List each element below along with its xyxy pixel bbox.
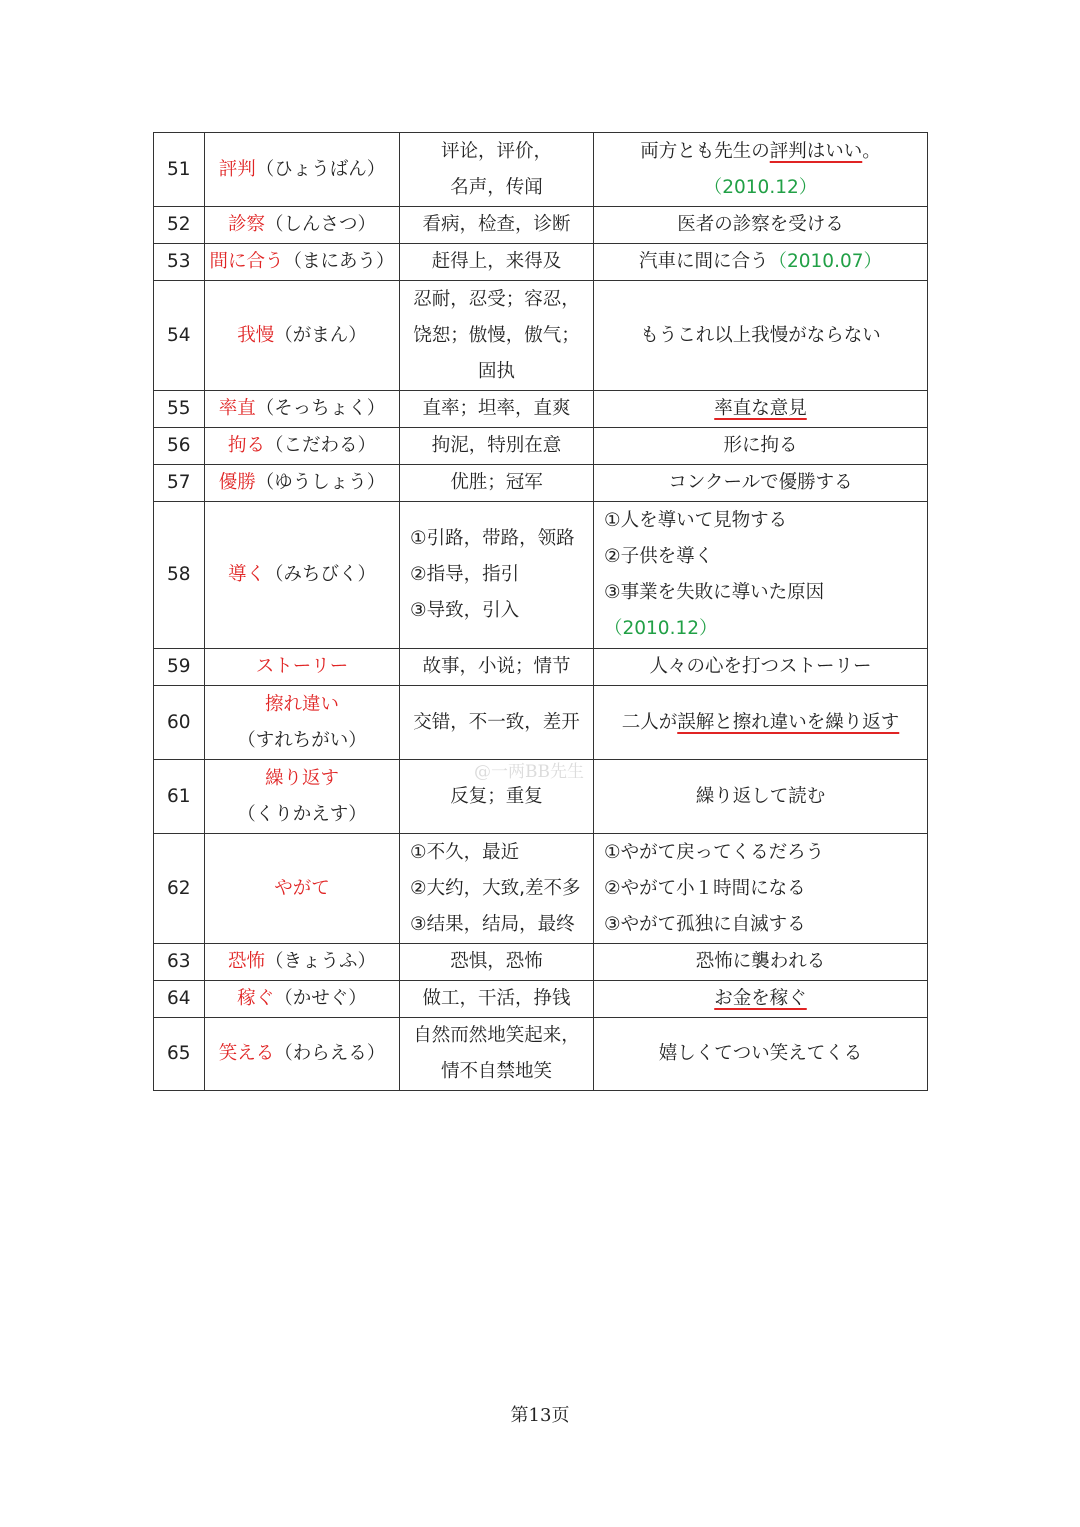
table-row [154, 944, 928, 981]
vocab-reading: （ひょうばん） [255, 158, 386, 180]
meaning-cell: 拘泥，特別在意 [400, 428, 594, 465]
vocab-cell [205, 244, 400, 281]
vocab-cell [205, 281, 400, 391]
table-row [154, 244, 928, 281]
vocab-cell [205, 502, 400, 649]
vocab-reading: （ゆうしょう） [255, 472, 386, 493]
vocab-reading: （まにあう） [283, 251, 395, 272]
exam-year: （2010.07） [768, 251, 883, 272]
example-line: ③やがて孤独に自滅する [604, 913, 806, 935]
vocab-word: 診察 [227, 214, 265, 235]
example-text: 汽車に間に合う [638, 251, 769, 272]
row-number: 59 [154, 649, 205, 686]
vocab-reading: （そっちょく） [255, 398, 386, 419]
vocab-reading: （すれちがい） [237, 729, 367, 751]
vocab-word: 我慢 [237, 324, 275, 346]
example-underlined: 評判はいい [769, 140, 863, 162]
example-line: ②子供を導く [604, 546, 714, 567]
table-row [154, 502, 928, 649]
vocab-word: 率直 [218, 398, 256, 419]
vocab-reading: （きょうふ） [265, 951, 377, 972]
vocab-reading: （しんさつ） [265, 214, 377, 235]
example-cell: 形に拘る [594, 428, 928, 465]
example-cell [594, 133, 928, 207]
example-text: 両方とも先生の [640, 140, 770, 162]
example-cell: 繰り返して読む [594, 760, 928, 834]
example-cell: 人々の心を打つストーリー [594, 649, 928, 686]
table-row [154, 133, 928, 207]
meaning-cell: 优胜；冠军 [400, 465, 594, 502]
vocab-cell [205, 1018, 400, 1091]
meaning-cell [400, 834, 594, 944]
meaning-line: ③结果，结局，最终 [410, 913, 575, 935]
example-cell [594, 244, 928, 281]
vocab-cell [205, 428, 400, 465]
table-row [154, 465, 928, 502]
vocab-word: 稼ぐ [237, 988, 275, 1009]
row-number: 54 [154, 281, 205, 391]
meaning-line: 名声，传闻 [450, 176, 543, 198]
vocab-word: 繰り返す [264, 767, 339, 789]
row-number: 60 [154, 686, 205, 760]
meaning-cell: 看病，检查，诊断 [400, 207, 594, 244]
vocab-cell [205, 760, 400, 834]
example-cell [594, 981, 928, 1018]
meaning-cell: 赶得上，来得及 [400, 244, 594, 281]
vocab-word: やがて [274, 877, 330, 899]
table-row [154, 207, 928, 244]
exam-year: （2010.12） [703, 176, 818, 198]
vocab-reading: （みちびく） [265, 564, 377, 585]
meaning-line: 固执 [477, 360, 515, 382]
table-row [154, 428, 928, 465]
row-number: 52 [154, 207, 205, 244]
meaning-cell: 恐惧，恐怖 [400, 944, 594, 981]
meaning-cell [400, 281, 594, 391]
table-row [154, 834, 928, 944]
vocab-reading: （がまん） [274, 324, 367, 346]
row-number: 57 [154, 465, 205, 502]
meaning-line: ②大约，大致,差不多 [410, 877, 581, 899]
meaning-line: 忍耐，忍受；容忍， [413, 288, 580, 310]
vocab-word: 導く [227, 564, 265, 585]
meaning-line: 饶恕；傲慢，傲气； [413, 324, 580, 346]
row-number: 64 [154, 981, 205, 1018]
vocab-cell [205, 944, 400, 981]
row-number: 58 [154, 502, 205, 649]
example-cell [594, 834, 928, 944]
meaning-cell [400, 1018, 594, 1091]
vocab-cell [205, 649, 400, 686]
meaning-cell: 故事，小说；情节 [400, 649, 594, 686]
vocab-cell [205, 981, 400, 1018]
table-row [154, 281, 928, 391]
example-text: 。 [862, 140, 881, 162]
meaning-line: ②指导，指引 [410, 564, 520, 585]
meaning-cell: 反复；重复 [400, 760, 594, 834]
row-number: 61 [154, 760, 205, 834]
page-number: 第13页 [510, 1405, 570, 1426]
example-cell [594, 391, 928, 428]
table-row [154, 686, 928, 760]
example-cell: もうこれ以上我慢がならない [594, 281, 928, 391]
meaning-cell: 做工，干活，挣钱 [400, 981, 594, 1018]
vocab-reading: （くりかえす） [237, 803, 367, 825]
meaning-line: 情不自禁地笑 [440, 1061, 552, 1082]
example-text: 二人が [621, 711, 678, 733]
vocab-cell [205, 686, 400, 760]
row-number: 65 [154, 1018, 205, 1091]
meaning-cell [400, 502, 594, 649]
watermark: @一两BB先生 [474, 762, 584, 782]
example-cell [594, 502, 928, 649]
example-cell: 恐怖に襲われる [594, 944, 928, 981]
exam-year: （2010.12） [604, 618, 718, 639]
table-row [154, 649, 928, 686]
vocab-reading: （かせぐ） [274, 988, 367, 1009]
vocab-cell [205, 391, 400, 428]
meaning-line: ①引路，带路，领路 [410, 528, 575, 549]
example-cell: 医者の診察を受ける [594, 207, 928, 244]
vocab-word: 間に合う [209, 251, 284, 272]
vocab-reading: （こだわる） [265, 435, 377, 456]
row-number: 56 [154, 428, 205, 465]
table-row [154, 1018, 928, 1091]
vocab-word: 笑える [218, 1043, 275, 1064]
vocab-word: 優勝 [218, 472, 256, 493]
meaning-line: 评论，评价， [440, 140, 552, 162]
meaning-cell [400, 133, 594, 207]
meaning-cell: 交错，不一致，差开 [400, 686, 594, 760]
vocabulary-table [153, 132, 928, 1091]
vocab-word: 恐怖 [227, 951, 265, 972]
example-line: ①やがて戻ってくるだろう [604, 841, 825, 863]
meaning-line: ③导致，引入 [410, 600, 520, 621]
row-number: 51 [154, 133, 205, 207]
meaning-line: ①不久，最近 [410, 841, 520, 863]
example-cell [594, 686, 928, 760]
example-underlined: 率直な意見 [714, 398, 807, 419]
table-row [154, 391, 928, 428]
example-cell: コンクールで優勝する [594, 465, 928, 502]
row-number: 62 [154, 834, 205, 944]
example-underlined: 誤解と擦れ違いを繰り返す [677, 711, 900, 733]
example-cell: 嬉しくてつい笑えてくる [594, 1018, 928, 1091]
example-line: ②やがて小１時間になる [604, 877, 806, 899]
row-number: 63 [154, 944, 205, 981]
table-row [154, 981, 928, 1018]
vocab-reading: （わらえる） [274, 1043, 386, 1064]
vocab-cell [205, 207, 400, 244]
meaning-line: 自然而然地笑起来， [413, 1025, 580, 1046]
vocab-word: 拘る [227, 435, 265, 456]
row-number: 53 [154, 244, 205, 281]
example-underlined: お金を稼ぐ [714, 988, 807, 1009]
vocab-word: 評判 [218, 158, 256, 180]
vocab-word: 擦れ違い [264, 693, 339, 715]
vocab-cell [205, 465, 400, 502]
example-line: ①人を導いて見物する [604, 510, 788, 531]
vocab-cell [205, 133, 400, 207]
meaning-cell: 直率；坦率，直爽 [400, 391, 594, 428]
example-line: ③事業を失敗に導いた原因 [604, 582, 825, 603]
row-number: 55 [154, 391, 205, 428]
vocab-cell [205, 834, 400, 944]
vocab-word: ストーリー [255, 656, 349, 677]
